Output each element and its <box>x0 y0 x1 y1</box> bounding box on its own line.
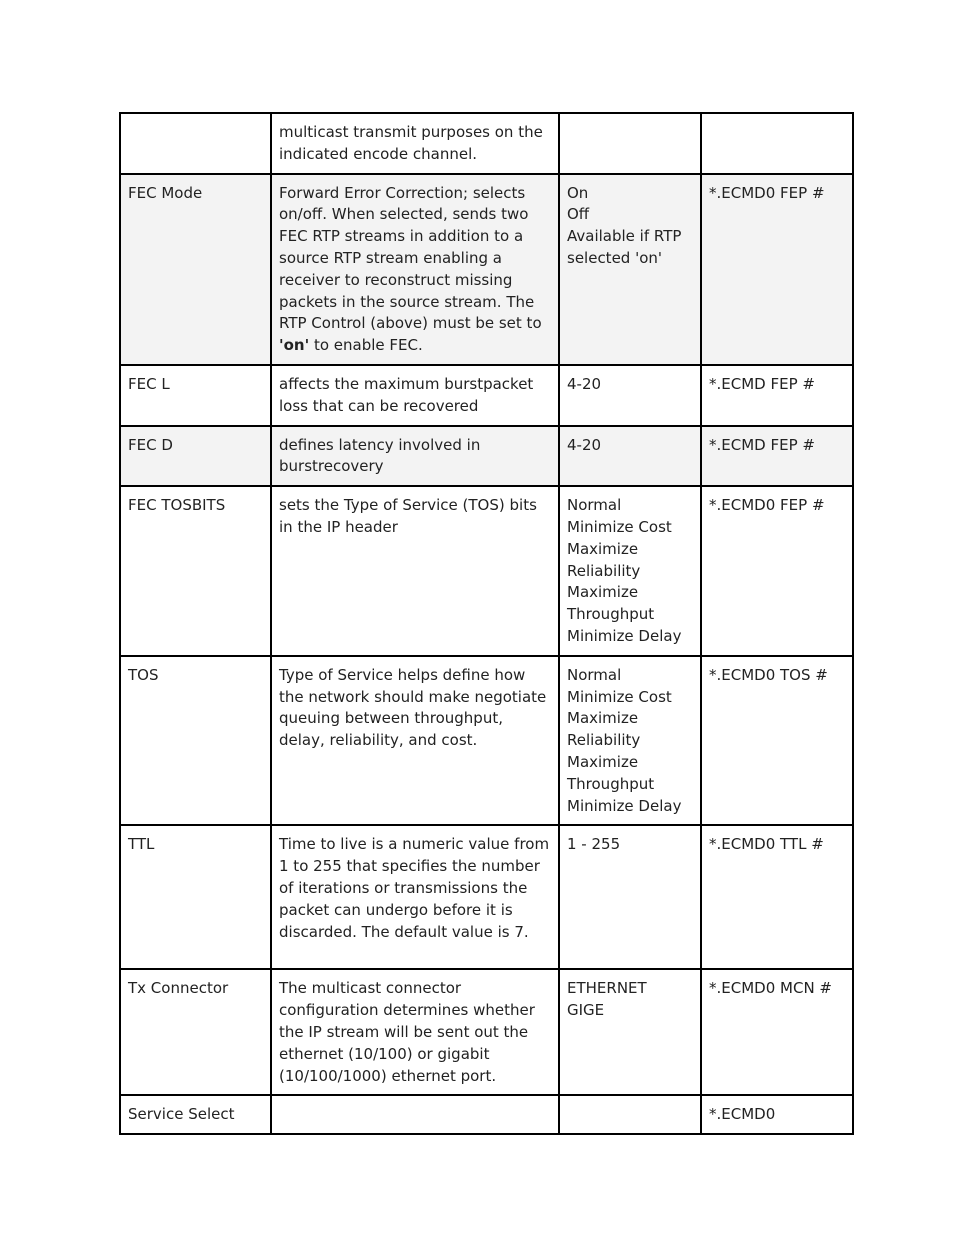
values-cell <box>559 113 701 174</box>
bold-text-segment: 'on' <box>279 336 310 355</box>
command-cell: *.ECMD FEP # <box>701 426 853 487</box>
parameter-name-cell <box>120 113 271 174</box>
parameter-table <box>119 112 854 1135</box>
command-cell: *.ECMD FEP # <box>701 365 853 426</box>
values-cell: 1 - 255 <box>559 825 701 969</box>
values-cell: On Off Available if RTP selected 'on' <box>559 174 701 365</box>
command-cell <box>701 113 853 174</box>
parameter-name-cell: FEC Mode <box>120 174 271 365</box>
parameter-name-cell: Tx Connector <box>120 969 271 1095</box>
command-cell: *.ECMD0 TTL # <box>701 825 853 969</box>
parameter-name-cell: FEC TOSBITS <box>120 486 271 656</box>
parameter-name-cell: Service Select <box>120 1095 271 1134</box>
description-cell: The multicast connector configuration determines whether the IP stream will be sent out the ethernet (10/100) or gigabit (10/100/1000) ethernet port. <box>271 969 559 1095</box>
parameter-name-cell: TOS <box>120 656 271 826</box>
table-row <box>120 113 853 174</box>
description-cell: Type of Service helps define how the network should make negotiate queuing between throughput, delay, reliability, and cost. <box>271 656 559 826</box>
command-cell: *.ECMD0 FEP # <box>701 174 853 365</box>
values-cell: 4-20 <box>559 365 701 426</box>
table-row <box>120 174 853 365</box>
text-segment: to enable FEC. <box>309 336 423 355</box>
description-cell <box>271 174 559 365</box>
text-segment: Forward Error Correction; selects on/off. When selected, sends two FEC RTP streams in addition to a source RTP stream enabling a receiver to reconstruct missing packets in the source stream. The RTP Control (above) must be set to <box>279 183 542 333</box>
description-cell: defines latency involved in burstrecovery <box>271 426 559 487</box>
table-row <box>120 825 853 969</box>
values-cell <box>559 1095 701 1134</box>
command-cell: *.ECMD0 <box>701 1095 853 1134</box>
table-row <box>120 1095 853 1134</box>
description-cell: Time to live is a numeric value from 1 to 255 that specifies the number of iterations or transmissions the packet can undergo before it is discarded. The default value is 7. <box>271 825 559 969</box>
description-cell: sets the Type of Service (TOS) bits in the IP header <box>271 486 559 656</box>
values-cell: 4-20 <box>559 426 701 487</box>
table-row <box>120 426 853 487</box>
description-cell <box>271 1095 559 1134</box>
values-cell: Normal Minimize Cost Maximize Reliability Maximize Throughput Minimize Delay <box>559 486 701 656</box>
parameter-name-cell: FEC D <box>120 426 271 487</box>
parameter-name-cell: FEC L <box>120 365 271 426</box>
parameter-table-body <box>120 113 853 1134</box>
table-row <box>120 656 853 826</box>
values-cell: ETHERNET GIGE <box>559 969 701 1095</box>
description-cell: multicast transmit purposes on the indicated encode channel. <box>271 113 559 174</box>
values-cell: Normal Minimize Cost Maximize Reliability Maximize Throughput Minimize Delay <box>559 656 701 826</box>
table-row <box>120 365 853 426</box>
command-cell: *.ECMD0 FEP # <box>701 486 853 656</box>
table-row <box>120 486 853 656</box>
command-cell: *.ECMD0 MCN # <box>701 969 853 1095</box>
parameter-name-cell: TTL <box>120 825 271 969</box>
table-row <box>120 969 853 1095</box>
command-cell: *.ECMD0 TOS # <box>701 656 853 826</box>
description-cell: affects the maximum burstpacket loss that can be recovered <box>271 365 559 426</box>
